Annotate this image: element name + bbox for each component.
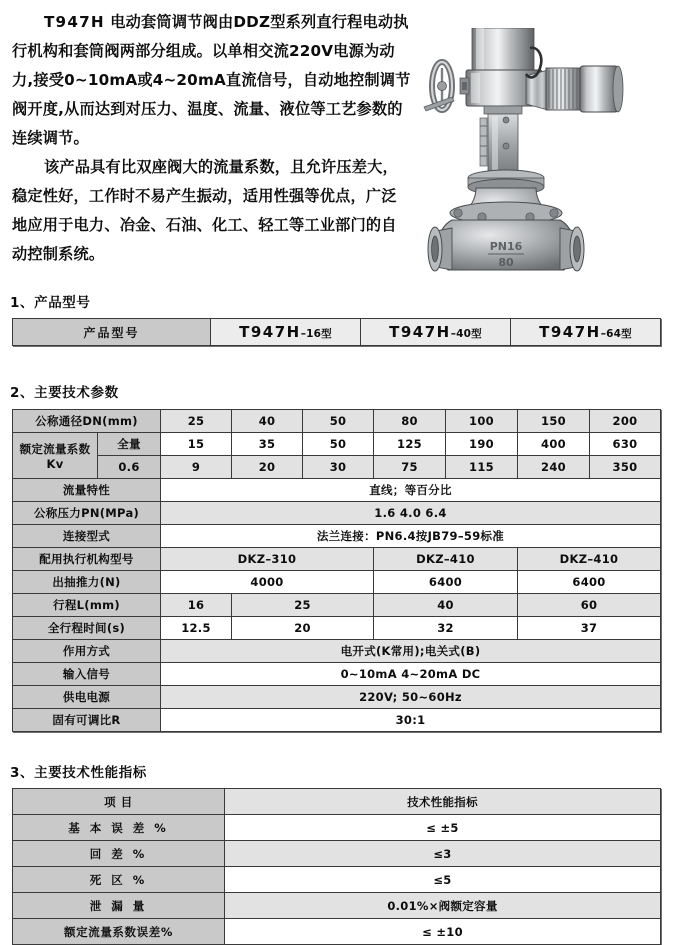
- full-travel-time-3: 37: [518, 617, 661, 640]
- param-value-nominal-pressure: 1.6 4.0 6.4: [161, 502, 661, 525]
- table-row-action-mode: [13, 640, 661, 663]
- full-travel-time-1: 20: [232, 617, 374, 640]
- kv-full-6: 630: [590, 433, 661, 456]
- product-model-suffix-16: –16型: [300, 328, 332, 340]
- table-row-full-travel-time: [13, 617, 661, 640]
- table-row: [13, 893, 661, 919]
- perf-item-dead-zone: 死 区 %: [13, 867, 225, 893]
- intro-text-block: [12, 8, 412, 269]
- product-model-inline: T947H: [44, 13, 105, 31]
- param-label-full-travel-time: 全行程时间(s): [13, 617, 161, 640]
- actuator-model-1: DKZ–410: [374, 548, 518, 571]
- section-heading-product-model: 1、产品型号: [10, 295, 91, 311]
- table-row-dn: [13, 410, 661, 433]
- param-value-connection: 法兰连接：PN6.4按JB79–59标准: [161, 525, 661, 548]
- intro-section: [0, 0, 680, 278]
- param-label-kv: [13, 433, 98, 479]
- kv-06-4: 115: [446, 456, 518, 479]
- product-model-cell-40: [361, 319, 511, 346]
- kv-06-5: 240: [518, 456, 590, 479]
- table-row-actuator-model: [13, 548, 661, 571]
- dn-value-5: 150: [518, 410, 590, 433]
- actuator-model-0: DKZ–310: [161, 548, 374, 571]
- intro-paragraph-2: 该产品具有比双座阀大的流量系数，且允许压差大，稳定性好，工作时不易产生振动，适用性强等优点，广泛地应用于电力、冶金、石油、化工、轻工等工业部门的自动控制系统。: [12, 158, 398, 263]
- valve-body-group: [428, 188, 584, 271]
- thrust-value-1: 6400: [374, 571, 518, 594]
- valve-body-marking-size: 80: [498, 256, 514, 269]
- param-label-input-signal: 输入信号: [13, 663, 161, 686]
- kv-06-1: 20: [232, 456, 303, 479]
- kv-full-4: 190: [446, 433, 518, 456]
- param-value-flow-characteristic: 直线；等百分比: [161, 479, 661, 502]
- perf-item-basic-error: 基 本 误 差 %: [13, 815, 225, 841]
- table-row-rangeability: [13, 709, 661, 732]
- intro-paragraph-1: [12, 8, 412, 153]
- dn-value-2: 50: [303, 410, 374, 433]
- main-parameters-table: [12, 409, 661, 732]
- dn-value-0: 25: [161, 410, 232, 433]
- table-row-connection: [13, 525, 661, 548]
- perf-value-dead-zone: ≤5: [225, 867, 661, 893]
- perf-item-hysteresis: 回 差 %: [13, 841, 225, 867]
- kv-full-5: 400: [518, 433, 590, 456]
- param-value-input-signal: 0~10mA 4~20mA DC: [161, 663, 661, 686]
- param-label-actuator-model: 配用执行机构型号: [13, 548, 161, 571]
- param-label-action-mode: 作用方式: [13, 640, 161, 663]
- travel-value-2: 40: [374, 594, 518, 617]
- param-label-power-supply: 供电电源: [13, 686, 161, 709]
- section-heading-performance: 3、主要技术性能指标: [10, 765, 147, 781]
- kv-full-1: 35: [232, 433, 303, 456]
- actuator-model-2: DKZ–410: [518, 548, 661, 571]
- perf-value-kv-error: ≤ ±10: [225, 919, 661, 945]
- kv-06-0: 9: [161, 456, 232, 479]
- table-row-travel: [13, 594, 661, 617]
- performance-table: [12, 788, 661, 945]
- param-value-action-mode: 电开式(K常用);电关式(B): [161, 640, 661, 663]
- dn-value-4: 100: [446, 410, 518, 433]
- full-travel-time-0: 12.5: [161, 617, 232, 640]
- product-model-suffix-40: –40型: [450, 328, 482, 340]
- table-row: [13, 319, 661, 346]
- param-label-kv-line1: 额定流量系数: [19, 441, 91, 456]
- kv-sub-label-06: 0.6: [98, 456, 161, 479]
- table-row: [13, 867, 661, 893]
- table-row: [13, 841, 661, 867]
- perf-header-item: 项 目: [13, 789, 225, 815]
- param-label-flow-characteristic: 流量特性: [13, 479, 161, 502]
- param-label-nominal-pressure: 公称压力PN(MPa): [13, 502, 161, 525]
- table-row: [13, 919, 661, 945]
- table-row-input-signal: [13, 663, 661, 686]
- dn-value-1: 40: [232, 410, 303, 433]
- dn-value-3: 80: [374, 410, 446, 433]
- dn-value-6: 200: [590, 410, 661, 433]
- product-model-base-40: T947H: [389, 323, 451, 341]
- perf-header-value: 技术性能指标: [225, 789, 661, 815]
- product-model-base-16: T947H: [239, 323, 301, 341]
- product-model-table: [12, 318, 661, 346]
- perf-value-hysteresis: ≤3: [225, 841, 661, 867]
- thrust-value-2: 6400: [518, 571, 661, 594]
- table-header-row: [13, 789, 661, 815]
- kv-06-3: 75: [374, 456, 446, 479]
- table-row-kv-full: [13, 433, 661, 456]
- kv-full-0: 15: [161, 433, 232, 456]
- intro-paragraph-1-body: 电动套筒调节阀由DDZ型系列直行程电动执行机构和套筒阀两部分组成。以单相交流220V电源为动力,接受0~10mA或4~20mA直流信号，自动地控制调节阀开度,从而达到对压力、温度、流量、液位等工艺参数的连续调节。: [12, 13, 411, 147]
- kv-full-3: 125: [374, 433, 446, 456]
- perf-item-leakage: 泄 漏 量: [13, 893, 225, 919]
- product-model-suffix-64: –64型: [600, 328, 632, 340]
- table-row-nominal-pressure: [13, 502, 661, 525]
- section-heading-main-parameters: 2、主要技术参数: [10, 385, 119, 401]
- table-row: [13, 815, 661, 841]
- param-label-connection: 连接型式: [13, 525, 161, 548]
- table-row-power-supply: [13, 686, 661, 709]
- param-label-thrust: 出抽推力(N): [13, 571, 161, 594]
- product-model-row-label: 产品型号: [13, 319, 211, 346]
- thrust-value-0: 4000: [161, 571, 374, 594]
- kv-full-2: 50: [303, 433, 374, 456]
- travel-value-1: 25: [232, 594, 374, 617]
- param-label-travel: 行程L(mm): [13, 594, 161, 617]
- full-travel-time-2: 32: [374, 617, 518, 640]
- product-model-cell-16: [211, 319, 361, 346]
- param-label-kv-line2: Kv: [46, 456, 64, 471]
- valve-body-marking-pressure: PN16: [489, 240, 523, 253]
- param-value-power-supply: 220V; 50~60Hz: [161, 686, 661, 709]
- travel-value-0: 16: [161, 594, 232, 617]
- param-value-rangeability: 30:1: [161, 709, 661, 732]
- kv-sub-label-full: 全量: [98, 433, 161, 456]
- perf-value-basic-error: ≤ ±5: [225, 815, 661, 841]
- table-row-flow-characteristic: [13, 479, 661, 502]
- kv-06-2: 30: [303, 456, 374, 479]
- valve-actuator-group: [424, 28, 623, 195]
- product-model-base-64: T947H: [539, 323, 601, 341]
- valve-product-photo: [418, 28, 676, 273]
- travel-value-3: 60: [518, 594, 661, 617]
- perf-item-kv-error: 额定流量系数误差%: [13, 919, 225, 945]
- product-model-cell-64: [511, 319, 661, 346]
- perf-value-leakage: 0.01%×阀额定容量: [225, 893, 661, 919]
- param-label-rangeability: 固有可调比R: [13, 709, 161, 732]
- table-row-thrust: [13, 571, 661, 594]
- kv-06-6: 350: [590, 456, 661, 479]
- param-label-dn: 公称通径DN(mm): [13, 410, 161, 433]
- table-row-kv-06: [13, 456, 661, 479]
